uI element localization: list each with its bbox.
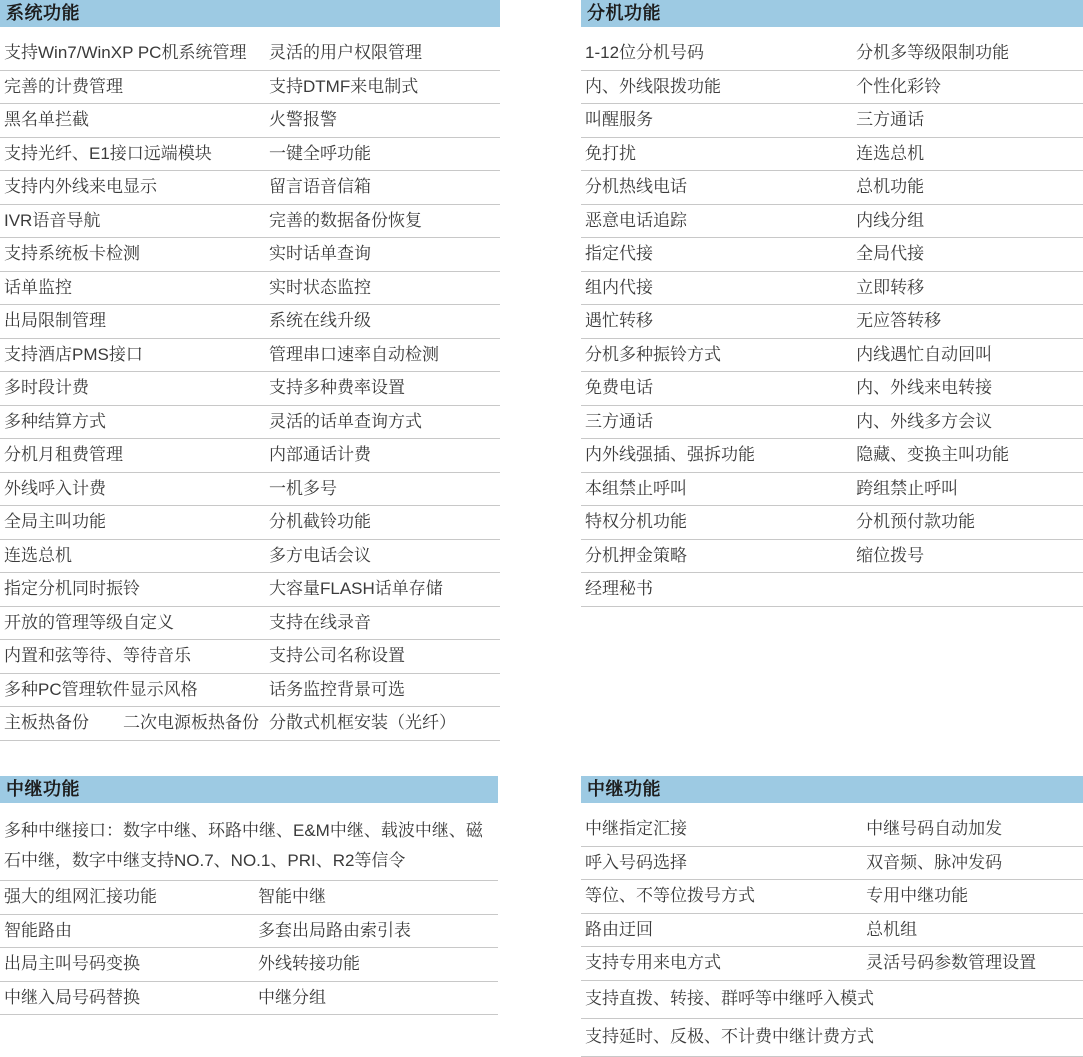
feature-item-left: 恶意电话追踪 — [585, 210, 687, 230]
feature-item-left: 指定分机同时振铃 — [4, 579, 140, 599]
feature-row — [581, 305, 1083, 339]
feature-item-right: 分散式机框安装（光纤） — [269, 713, 456, 733]
feature-item-left: 支持酒店PMS接口 — [4, 344, 143, 364]
feature-item-left: 遇忙转移 — [585, 311, 653, 331]
section-title: 分机功能 — [587, 3, 661, 23]
feature-item-left: 呼入号码选择 — [585, 852, 687, 872]
feature-item-right: 分机截铃功能 — [269, 512, 371, 532]
feature-row — [581, 506, 1083, 540]
feature-item-left: 多时段计费 — [4, 378, 89, 398]
feature-row — [581, 981, 1083, 1019]
feature-item-right: 专用中继功能 — [866, 886, 969, 906]
feature-item-left: 智能路由 — [4, 920, 72, 940]
feature-item-right: 一机多号 — [269, 478, 337, 498]
section-system-features — [0, 0, 500, 741]
feature-item-right: 实时话单查询 — [269, 244, 371, 264]
feature-item-right: 中继号码自动加发 — [866, 819, 1003, 839]
feature-item-left: 免费电话 — [585, 378, 653, 398]
feature-item-right: 全局代接 — [856, 244, 925, 264]
feature-item-left: 分机月租费管理 — [4, 445, 123, 465]
feature-item-full: 支持延时、反极、不计费中继计费方式 — [585, 1026, 874, 1046]
feature-item-left: 支持光纤、E1接口远端模块 — [4, 143, 212, 163]
feature-item-right: 灵活的话单查询方式 — [269, 411, 422, 431]
feature-item-left: 免打扰 — [585, 143, 636, 163]
feature-row — [0, 948, 498, 982]
feature-row — [0, 272, 500, 306]
feature-row — [581, 1019, 1083, 1057]
feature-item-right: 多套出局路由索引表 — [257, 920, 411, 940]
section-trunk-features-left — [0, 776, 498, 1015]
feature-item-right: 内线遇忙自动回叫 — [856, 344, 993, 364]
feature-row — [0, 71, 500, 105]
feature-item-left: 支持系统板卡检测 — [4, 244, 140, 264]
feature-item-left: 本组禁止呼叫 — [585, 478, 687, 498]
feature-item-left: 出局主叫号码变换 — [4, 954, 140, 974]
feature-item-right: 灵活的用户权限管理 — [269, 43, 422, 63]
feature-item-right: 中继分组 — [257, 987, 326, 1007]
feature-row — [581, 540, 1083, 574]
feature-row — [0, 813, 498, 881]
feature-row — [581, 104, 1083, 138]
feature-item-right: 灵活号码参数管理设置 — [866, 953, 1037, 973]
feature-item-left: 支持内外线来电显示 — [4, 177, 157, 197]
feature-row — [0, 573, 500, 607]
feature-item-right: 系统在线升级 — [269, 311, 371, 331]
feature-item-left: 开放的管理等级自定义 — [4, 612, 174, 632]
feature-row — [581, 138, 1083, 172]
feature-item-right: 支持公司名称设置 — [269, 646, 405, 666]
feature-item-right: 内部通话计费 — [269, 445, 371, 465]
feature-item-right: 多方电话会议 — [269, 545, 371, 565]
feature-row — [0, 473, 500, 507]
feature-item-left: 支持专用来电方式 — [585, 953, 721, 973]
feature-item-left: 完善的计费管理 — [4, 76, 123, 96]
feature-item-right: 大容量FLASH话单存储 — [269, 579, 443, 599]
feature-row — [0, 406, 500, 440]
feature-item-right: 总机组 — [866, 919, 918, 939]
feature-item-left: 内置和弦等待、等待音乐 — [4, 646, 191, 666]
feature-row — [581, 473, 1083, 507]
feature-row — [581, 914, 1083, 948]
feature-item-left: 强大的组网汇接功能 — [4, 887, 157, 907]
feature-item-left: 经理秘书 — [585, 579, 653, 599]
feature-item-right: 内、外线多方会议 — [856, 411, 993, 431]
section-trunk-features-right — [581, 776, 1083, 1057]
feature-item-right: 实时状态监控 — [269, 277, 371, 297]
feature-item-right: 隐藏、变换主叫功能 — [856, 445, 1010, 465]
feature-item-left: 黑名单拦截 — [4, 110, 89, 130]
section-header-bar — [0, 0, 500, 27]
feature-item-right: 支持在线录音 — [269, 612, 371, 632]
feature-row — [0, 439, 500, 473]
feature-row — [581, 171, 1083, 205]
section-extension-features — [581, 0, 1083, 607]
feature-item-left: 特权分机功能 — [585, 512, 687, 532]
section-title: 中继功能 — [587, 779, 661, 799]
feature-row — [0, 915, 498, 949]
feature-item-left: 内外线强插、强拆功能 — [585, 445, 755, 465]
section-body — [0, 37, 500, 741]
feature-row — [581, 37, 1083, 71]
feature-item-left: 全局主叫功能 — [4, 512, 106, 532]
feature-item-right: 完善的数据备份恢复 — [269, 210, 422, 230]
feature-row — [581, 205, 1083, 239]
feature-row — [581, 339, 1083, 373]
feature-item-left: 分机热线电话 — [585, 177, 687, 197]
feature-item-right: 支持DTMF来电制式 — [269, 76, 419, 96]
feature-row — [581, 813, 1083, 847]
feature-item-right: 一键全呼功能 — [269, 143, 371, 163]
feature-item-left: 组内代接 — [585, 277, 653, 297]
feature-item-right: 留言语音信箱 — [269, 177, 371, 197]
feature-item-left: 连选总机 — [4, 545, 72, 565]
feature-row — [0, 138, 500, 172]
feature-item-left: 外线呼入计费 — [4, 478, 106, 498]
feature-item-right: 个性化彩铃 — [856, 76, 942, 96]
feature-row — [581, 573, 1083, 607]
feature-item-right: 跨组禁止呼叫 — [856, 478, 959, 498]
feature-row — [581, 406, 1083, 440]
feature-row — [581, 272, 1083, 306]
feature-item-left: 三方通话 — [585, 411, 653, 431]
feature-item-right: 内、外线来电转接 — [856, 378, 993, 398]
feature-row — [0, 881, 498, 915]
feature-row — [0, 607, 500, 641]
feature-item-left: 出局限制管理 — [4, 311, 106, 331]
section-header-bar — [581, 0, 1083, 27]
feature-item-left: 话单监控 — [4, 277, 72, 297]
feature-row — [0, 640, 500, 674]
section-header-bar — [0, 776, 498, 803]
feature-item-left: 多种PC管理软件显示风格 — [4, 679, 198, 699]
feature-row — [0, 37, 500, 71]
feature-item-right: 双音频、脉冲发码 — [866, 852, 1003, 872]
feature-item-full: 支持直拨、转接、群呼等中继呼入模式 — [585, 988, 874, 1008]
feature-row — [0, 305, 500, 339]
feature-row — [581, 847, 1083, 881]
feature-row — [581, 439, 1083, 473]
feature-row — [0, 674, 500, 708]
feature-item-left: 中继指定汇接 — [585, 819, 687, 839]
feature-row — [581, 238, 1083, 272]
section-body — [581, 813, 1083, 1057]
feature-row — [0, 506, 500, 540]
feature-row — [0, 339, 500, 373]
feature-item-left: 叫醒服务 — [585, 110, 653, 130]
feature-item-left: 等位、不等位拨号方式 — [585, 886, 755, 906]
feature-row — [0, 707, 500, 741]
feature-row — [581, 71, 1083, 105]
section-title: 中继功能 — [6, 779, 80, 799]
section-header-bar — [581, 776, 1083, 803]
feature-row — [581, 880, 1083, 914]
feature-row — [581, 372, 1083, 406]
feature-item-right: 分机多等级限制功能 — [856, 43, 1010, 63]
feature-item-right: 内线分组 — [856, 210, 925, 230]
feature-row — [0, 540, 500, 574]
section-body — [0, 813, 498, 1015]
feature-item-full: 多种中继接口：数字中继、环路中继、E&M中继、载波中继、磁石中继，数字中继支持NO.7、NO.1、PRI、R2等信令 — [4, 821, 483, 870]
section-title: 系统功能 — [6, 3, 80, 23]
feature-item-left: 分机押金策略 — [585, 545, 687, 565]
feature-item-right: 外线转接功能 — [257, 954, 360, 974]
feature-item-right: 无应答转移 — [856, 311, 942, 331]
feature-item-right: 管理串口速率自动检测 — [269, 344, 439, 364]
feature-row — [0, 205, 500, 239]
section-body — [581, 37, 1083, 607]
feature-item-right: 立即转移 — [856, 277, 925, 297]
feature-row — [0, 372, 500, 406]
feature-item-left: 主板热备份 二次电源板热备份 — [4, 713, 259, 733]
feature-item-left: 分机多种振铃方式 — [585, 344, 721, 364]
feature-item-right: 缩位拨号 — [856, 545, 925, 565]
feature-item-left: 1-12位分机号码 — [585, 43, 705, 63]
feature-item-left: 多种结算方式 — [4, 411, 106, 431]
feature-item-right: 智能中继 — [257, 887, 326, 907]
feature-item-right: 分机预付款功能 — [856, 512, 976, 532]
feature-row — [0, 104, 500, 138]
feature-row — [0, 238, 500, 272]
feature-item-left: 路由迂回 — [585, 919, 653, 939]
feature-item-right: 总机功能 — [856, 177, 925, 197]
feature-item-right: 话务监控背景可选 — [269, 679, 405, 699]
feature-item-right: 连选总机 — [856, 143, 925, 163]
feature-item-right: 火警报警 — [269, 110, 337, 130]
feature-item-right: 三方通话 — [856, 110, 925, 130]
feature-item-left: 内、外线限拨功能 — [585, 76, 721, 96]
feature-item-left: 支持Win7/WinXP PC机系统管理 — [4, 43, 247, 63]
feature-row — [0, 982, 498, 1016]
feature-item-right: 支持多种费率设置 — [269, 378, 405, 398]
feature-row — [0, 171, 500, 205]
feature-row — [581, 947, 1083, 981]
feature-item-left: 指定代接 — [585, 244, 653, 264]
feature-item-left: 中继入局号码替换 — [4, 987, 140, 1007]
feature-item-left: IVR语音导航 — [4, 210, 101, 230]
